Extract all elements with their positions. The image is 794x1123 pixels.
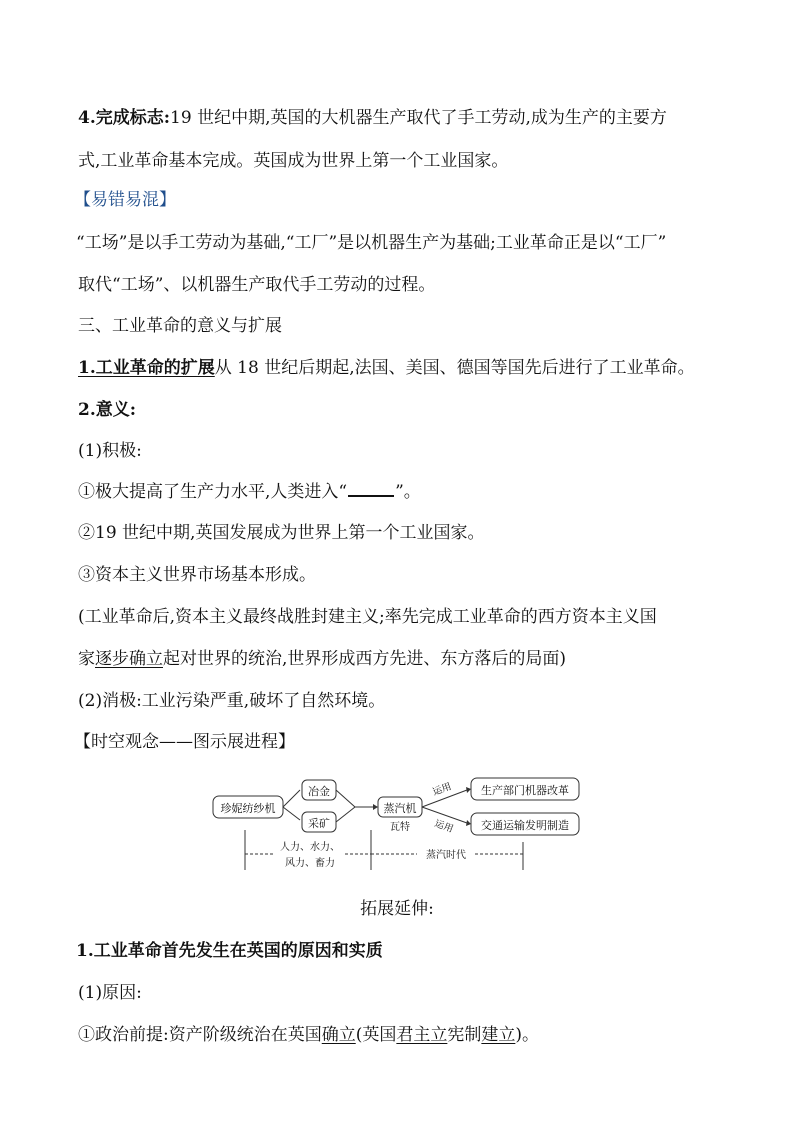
steam-engine-label: 蒸汽机 — [383, 802, 417, 815]
positive-item-3: ③资本主义世界市场基本形成。 — [78, 565, 316, 585]
extension-title: 1.工业革命首先发生在英国的原因和实质 — [76, 941, 383, 961]
paren-line2-underlined: 逐步确立 — [95, 649, 163, 669]
fill-in-blank[interactable] — [348, 481, 394, 497]
result-top-label: 生产部门机器改革 — [481, 784, 569, 797]
completion-sign-line1 — [78, 105, 728, 131]
reason-item-1-d: 君主立 — [396, 1025, 448, 1045]
era2-label: 蒸汽时代 — [426, 850, 466, 861]
positive-item-1-before: ①极大提高了生产力水平,人类进入“ — [78, 482, 348, 502]
mining-label: 采矿 — [308, 817, 330, 830]
paren-line2-a: 家 — [78, 649, 95, 669]
note-title: 【易错易混】 — [74, 190, 176, 210]
section3-title: 三、工业革命的意义与扩展 — [78, 316, 282, 336]
reason-item-1-f: 建立 — [481, 1025, 516, 1045]
timeline-title: 【时空观念——图示展进程】 — [74, 732, 295, 752]
paren-line2 — [78, 646, 728, 672]
arrowhead-up — [466, 787, 471, 793]
apply-bottom-label: 运用 — [433, 818, 455, 836]
negative-line: (2)消极:工业污染严重,破坏了自然环境。 — [78, 691, 386, 711]
spread-label: 1.工业革命的扩展 — [78, 358, 215, 378]
spread-text: 从 18 世纪后期起,法国、美国、德国等国先后进行了工业革命。 — [214, 358, 695, 378]
paren-line1: (工业革命后,资本主义最终战胜封建主义;率先完成工业革命的西方资本主义国 — [78, 607, 657, 627]
completion-sign-text1: 19 世纪中期,英国的大机器生产取代了手工劳动,成为生产的主要方 — [170, 108, 667, 128]
completion-sign-line2: 式,工业革命基本完成。英国成为世界上第一个工业国家。 — [78, 151, 509, 171]
spread-line — [78, 355, 728, 381]
note-line2: 取代“工场”、以机器生产取代手工劳动的过程。 — [78, 275, 436, 295]
merge-up — [336, 790, 355, 807]
reason-item-1-b: 确立 — [321, 1025, 356, 1045]
branch-up — [283, 790, 300, 807]
paren-line2-c: 起对世界的统治,世界形成西方先进、东方落后的局面) — [163, 649, 567, 669]
positive-item-1 — [78, 479, 728, 505]
arrowhead-steam — [373, 804, 378, 810]
extension-caption: 拓展延伸: — [360, 899, 434, 919]
reason-item-1-g: )。 — [515, 1025, 540, 1045]
reason-item-1-c: (英国 — [355, 1025, 397, 1045]
note-line1: “工场”是以手工劳动为基础,“工厂”是以机器生产为基础;工业革命正是以“工厂” — [76, 233, 667, 253]
reason-item-1 — [78, 1022, 728, 1048]
merge-down — [336, 807, 355, 822]
result-bottom-label: 交通运输发明制造 — [481, 819, 569, 832]
era1-label-line1: 人力、水力、 — [280, 842, 340, 853]
positive-item-1-after: ”。 — [395, 482, 421, 502]
branch-down — [283, 807, 300, 820]
reason-item-1-e: 宪制 — [447, 1025, 482, 1045]
reason-item-1-a: ①政治前提:资产阶级统治在英国 — [78, 1025, 322, 1045]
watt-label: 瓦特 — [390, 822, 410, 833]
arrowhead-down — [466, 820, 471, 826]
completion-sign-label: 4.完成标志: — [78, 108, 171, 128]
jenny-label: 珍妮纺纱机 — [220, 802, 276, 815]
reason-label: (1)原因: — [78, 983, 142, 1003]
industrial-revolution-diagram — [205, 768, 595, 878]
metallurgy-label: 冶金 — [308, 785, 330, 798]
positive-item-2: ②19 世纪中期,英国发展成为世界上第一个工业国家。 — [78, 523, 485, 543]
era1-label-line2: 风力、畜力 — [285, 858, 335, 869]
apply-top-label: 运用 — [431, 781, 453, 799]
significance-label: 2.意义: — [78, 400, 137, 420]
positive-label: (1)积极: — [78, 441, 142, 461]
